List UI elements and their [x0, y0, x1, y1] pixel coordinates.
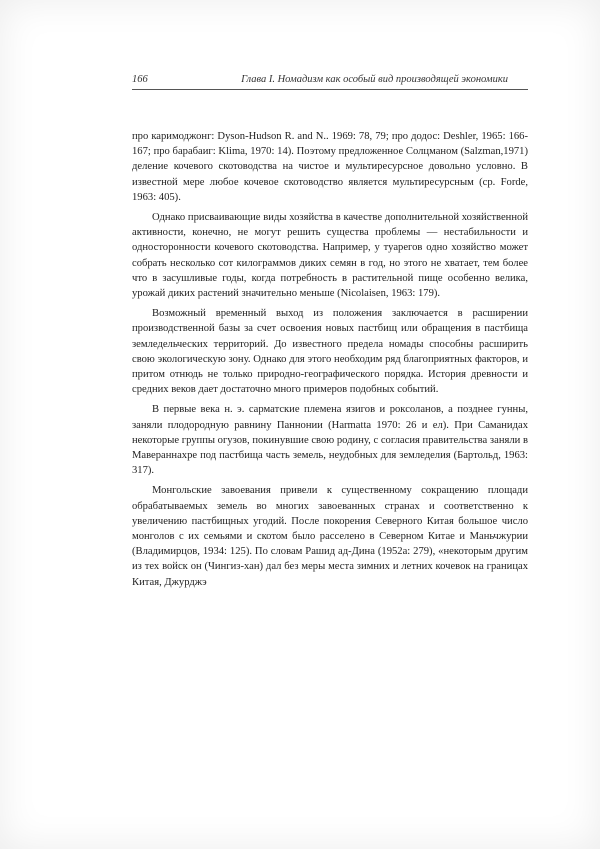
paragraph-2: Однако присваивающие виды хозяйства в качестве дополнительной хозяйственной активности, конечно, не могут решить существа проблемы — нестабильности и односторонности кочевого скотоводства. Например, у туарегов одно хозяйство может собрать несколько сот килограммов диких семян в год, но этого не хватает, тем более что в засушливые годы, когда потребность в растительной пище особенно велика, урожай диких растений значительно меньше (Nicolaisen, 1963: 179).: [132, 212, 528, 300]
paragraph-4: В первые века н. э. сарматские племена язигов и роксоланов, а позднее гунны, заняли плодородную равнину Паннонии (Harmatta 1970: 26 и ел). При Саманидах некоторые группы огузов, покинувшие свою родину, с согласия правительства заняли в Мавераннахре под пастбища часть земель, неудобных для земледелия (Бартольд, 1963: 317).: [132, 404, 528, 477]
page-body: [132, 129, 528, 595]
chapter-title: Глава I. Номадизм как особый вид производящей экономики: [241, 74, 508, 85]
paragraph-1: про каримоджонг: Dyson-Hudson R. and N.. 1969: 78, 79; про додос: Deshler, 1965: 166-167; про барабаиг: Klima, 1970: 14). Поэтому предложенное Солцманом (Salzman,1971) деление кочевого скотоводства на чистое и мультиресурсное довольно условно. В известной мере любое кочевое скотоводство является мультиресурсным (ср. Forde, 1963: 405).: [132, 131, 528, 203]
paragraph-3: Возможный временный выход из положения заключается в расширении производственной базы за счет освоения новых пастбищ или обращения в пастбища земледельческих территорий. До известного предела номады способны расширить свою экологическую зону. Однако для этого необходим ряд благоприятных факторов, и притом отнюдь не только природно-географического порядка. История древности и средних веков дает достаточно много примеров подобных событий.: [132, 308, 528, 396]
header-divider: [132, 89, 528, 90]
paragraph-5: Монгольские завоевания привели к существенному сокращению площади обрабатываемых земель во многих завоеванных странах и соответственно к увеличению пастбищных угодий. После покорения Северного Китая большое число монголов с их семьями и скотом было расселено в Северном Китае и Маньчжурии (Владимирцов, 1934: 125). По словам Рашид ад-Дина (1952а: 279), «некоторым другим из тех войск он (Чингиз-хан) дал без меры места зимних и летних кочевок на границах Китая, Джурджэ: [132, 485, 528, 588]
page-number: 166: [132, 74, 148, 85]
